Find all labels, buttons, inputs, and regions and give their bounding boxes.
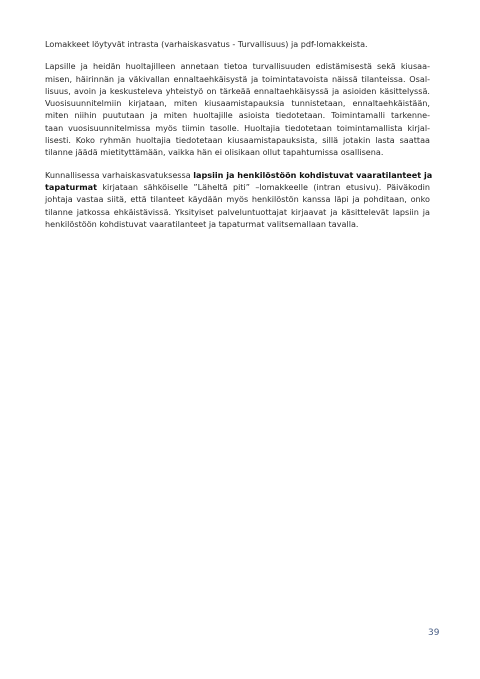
body-text: Kunnallisessa varhaiskasvatuksessa (45, 169, 194, 180)
text-line (45, 146, 430, 158)
paragraph (45, 38, 430, 50)
body-text: misen, häirinnän ja väkivallan ennaltaehkäisystä ja toimintatavoista näissä tilanteissa. Osal- (45, 73, 430, 84)
paragraph (45, 169, 433, 230)
body-text: Vuosisuunnitelmiin kirjataan, miten kiusaamistapauksia tunnistetaan, ennaltaehkäistään, (45, 98, 430, 109)
body-text: lisuus, avoin ja keskusteleva yhteistyö on tärkeää ennaltaehkäisyssä ja asioiden käsittelyssä. (45, 85, 430, 96)
body-text: lisesti. Koko ryhmän huoltajia tiedotetaan kiusaamistapauksista, sillä jotakin lasta saattaa (45, 135, 430, 146)
body-text: kirjataan sähköiselle ”Läheltä piti” –lomakkeelle (intran etusivu). Päiväkodin (96, 181, 430, 192)
bold-text: tapaturmat (45, 181, 97, 192)
text-line (45, 60, 430, 72)
body-text: tilanne jatkossa ehkäistävissä. Yksityiset palveluntuottajat kirjaavat ja käsittelevät lapsiin ja (45, 206, 430, 217)
text-line (45, 218, 430, 230)
text-line (45, 134, 430, 146)
text-line (45, 73, 430, 85)
body-text: Lomakkeet löytyvät intrasta (varhaiskasvatus - Turvallisuus) ja pdf-lomakkeista. (45, 39, 368, 49)
text-line (45, 181, 430, 193)
bold-text: lapsiin ja henkilöstöön kohdistuvat vaaratilanteet ja (193, 169, 433, 180)
text-line (45, 169, 433, 181)
document-body (45, 38, 433, 240)
paragraph (45, 60, 430, 158)
text-line (45, 206, 430, 218)
text-line (45, 109, 430, 121)
text-line (45, 85, 430, 97)
body-text: taan vuosisuunnitelmissa myös tiimin tasolle. Huoltajia tiedotetaan toimintamallista kirjal- (45, 122, 430, 133)
text-line (45, 122, 430, 134)
body-text: henkilöstöön kohdistuvat vaaratilanteet ja tapaturmat valitsemallaan tavalla. (45, 218, 359, 229)
text-line (45, 97, 430, 109)
text-line (45, 193, 430, 205)
text-line (45, 38, 430, 50)
body-text: tilanne jäädä mietityttämään, vaikka hän ei olisikaan ollut tapahtumissa osallisena. (45, 147, 384, 158)
body-text: johtaja vastaa siitä, että tilanteet käydään myös henkilöstön kanssa läpi ja pohditaan, onko (45, 194, 430, 205)
body-text: Lapsille ja heidän huoltajilleen annetaan tietoa turvallisuuden edistämisestä sekä kiusaa- (45, 61, 430, 72)
page-number: 39 (428, 628, 440, 638)
body-text: miten niihin puututaan ja miten huoltajille asioista tiedotetaan. Toimintamalli tarkenne- (45, 110, 430, 121)
